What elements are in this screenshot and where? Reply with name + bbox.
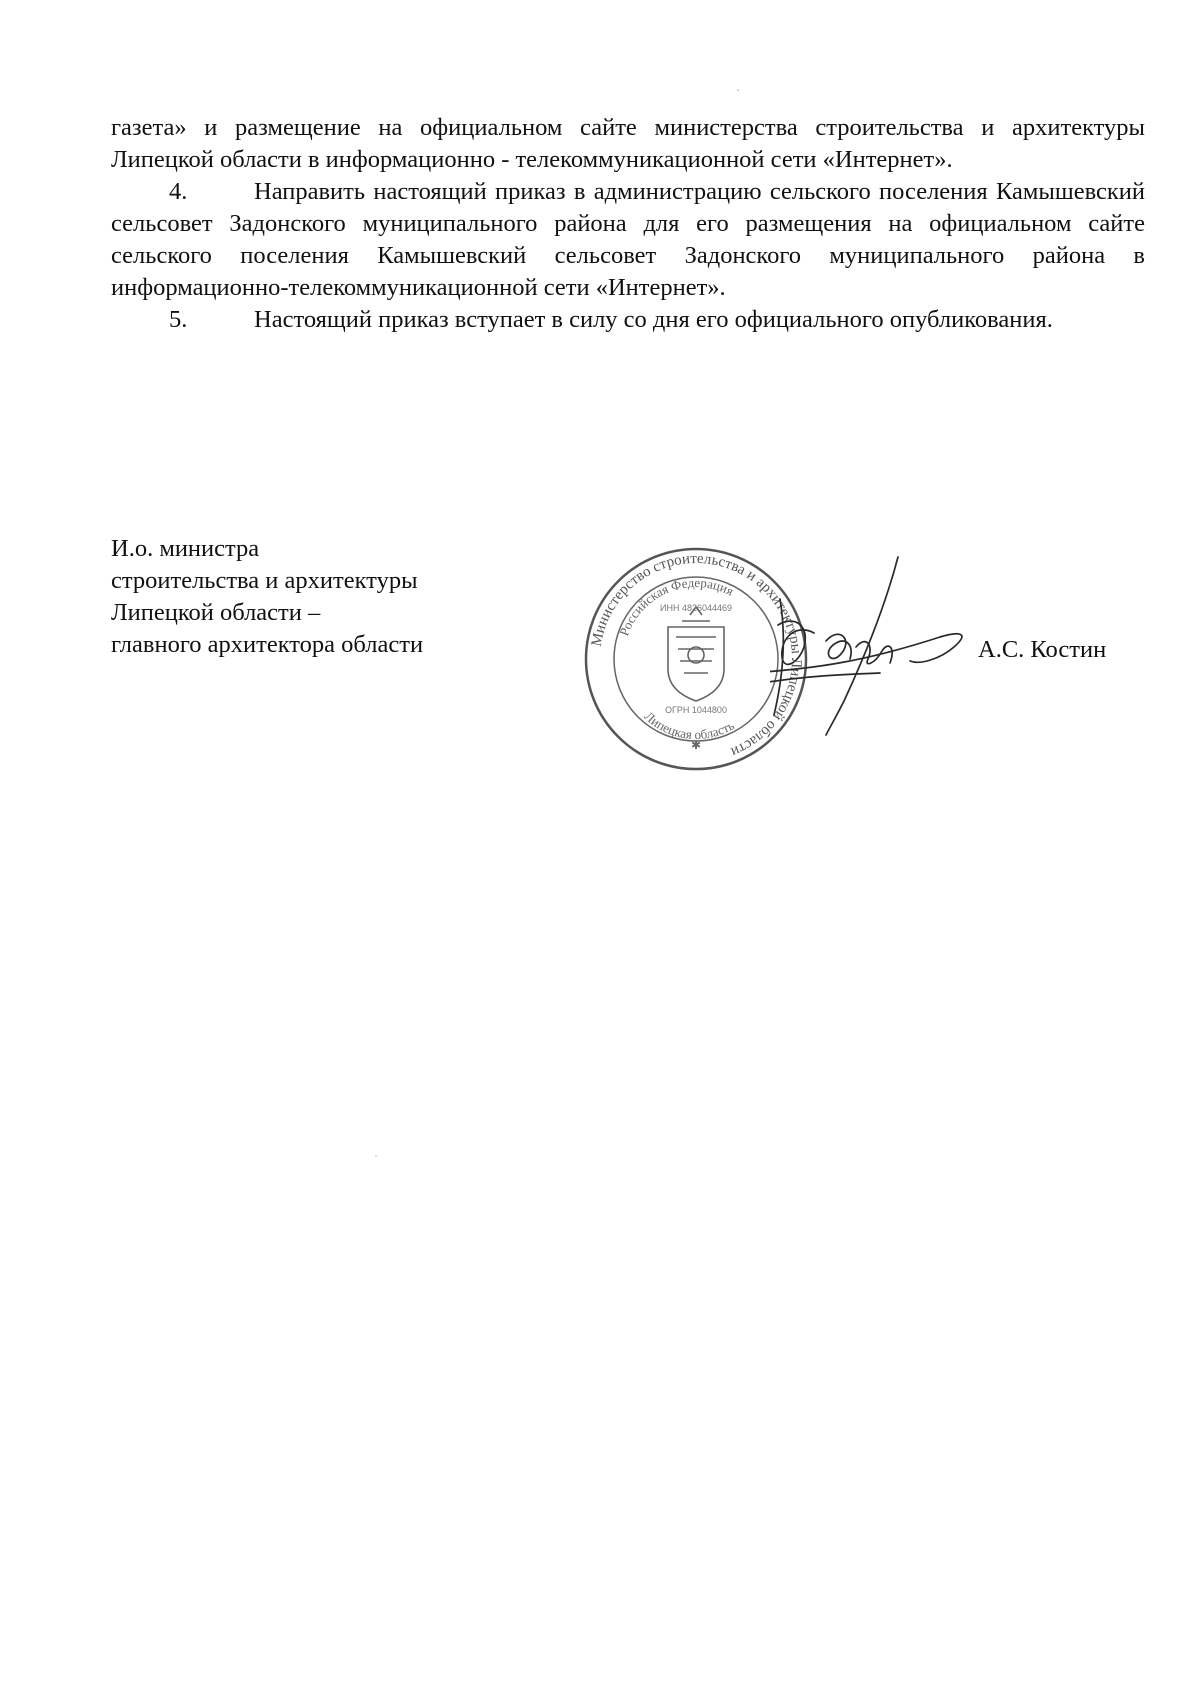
coat-of-arms-icon [668, 607, 724, 701]
seal-star-icon: ✱ [690, 738, 702, 752]
item-text-4: Направить настоящий приказ в администрацию сельского поселения Камышевский сельсовет Задонского муниципального района для его размещения на официальном сайте сельского поселения Камышевский сельсовет Задонского муниципального района в информационно-телекоммуникационной сети «Интернет». [111, 178, 1145, 301]
seal-ogrn-text: ОГРН 1044800 [665, 705, 727, 715]
item-text-5: Настоящий приказ вступает в силу со дня его официального опубликования. [254, 306, 1053, 333]
signer-title-line-2: строительства и архитектуры [111, 567, 418, 594]
paragraph-continuation: газета» и размещение на официальном сайте министерства строительства и архитектуры Липецкой области в информационно - телекоммуникационной сети «Интернет». [111, 114, 1145, 173]
seal-bottom-text: Липецкая область [641, 708, 737, 743]
seal-inn-text: ИНН 4826044469 [659, 603, 733, 613]
signer-title-line-4: главного архитектора области [111, 631, 424, 658]
document-body [111, 112, 1145, 336]
seal-outer-text: Министерство строительства и архитектуры Липецкой области [588, 550, 805, 760]
item-number-4: 4. [169, 178, 188, 205]
seal-inner-text: Российская Федерация [616, 574, 737, 638]
paragraph-item-4 [111, 176, 1145, 304]
item-number-5: 5. [169, 306, 188, 333]
paragraph-item-5 [111, 304, 1145, 336]
signer-name: А.С. Костин [978, 636, 1107, 663]
signature-title-block [111, 533, 423, 661]
signer-title-line-3: Липецкой области – [111, 599, 321, 626]
handwritten-signature [770, 555, 980, 745]
signer-title-line-1: И.о. министра [111, 535, 260, 562]
